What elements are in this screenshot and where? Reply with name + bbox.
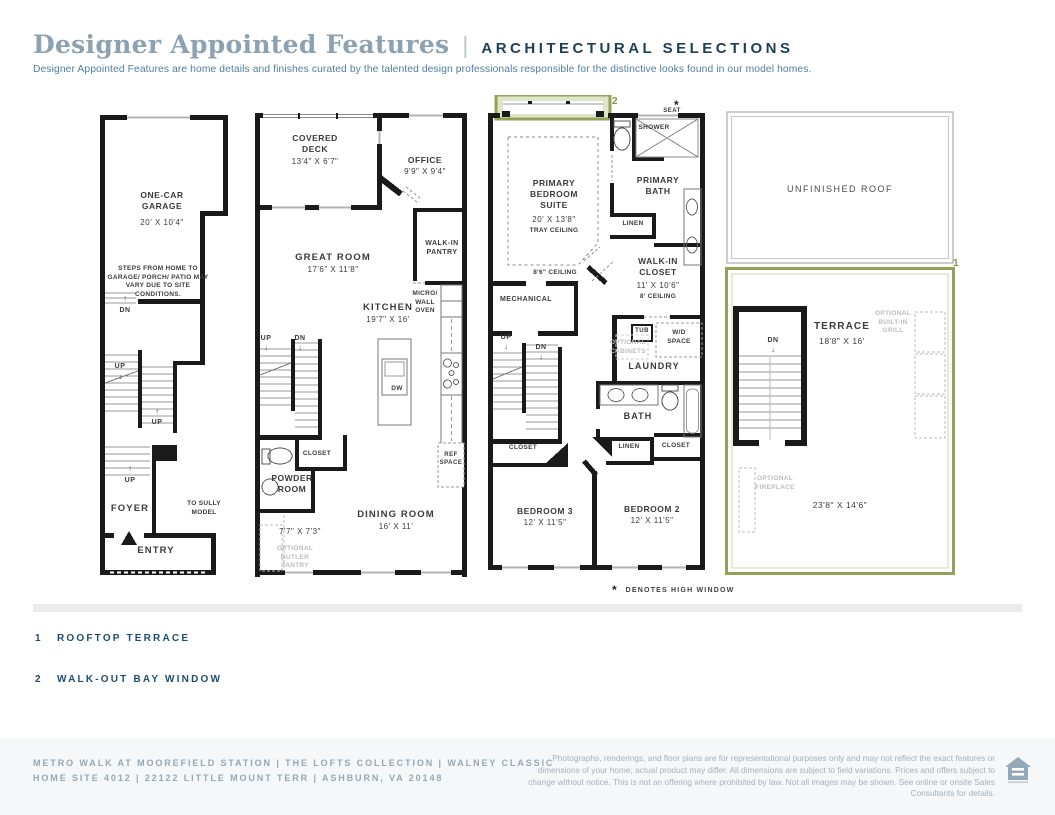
floor-plan-level-3 — [488, 95, 712, 577]
stair-arrow-icon: ↓ — [771, 345, 775, 354]
steps-note: STEPS FROM HOME TO GARAGE/ PORCH/ PATIO MAY VARY DUE TO SITE CONDITIONS. — [107, 265, 209, 298]
star-icon: * — [612, 583, 617, 597]
powder-room-label: POWDER ROOM — [271, 473, 313, 495]
stair-arrow-icon: ↓ — [118, 372, 122, 381]
office-dims: 9'9" X 9'4" — [404, 167, 446, 176]
office-label: OFFICE — [407, 155, 443, 165]
bedroom-2-dims: 12' X 11'5" — [630, 516, 674, 525]
linen-label: LINEN — [622, 220, 644, 227]
legend-item-walkout-bay-window — [35, 674, 222, 685]
header — [33, 30, 793, 59]
high-window-star: * — [674, 98, 679, 112]
equal-housing-icon — [1003, 755, 1033, 785]
covered-deck-label: COVERED DECK — [292, 133, 338, 155]
up-label: UP — [260, 335, 272, 342]
wd-space-label: W/D SPACE — [667, 329, 691, 345]
butler-pantry-dims: 7'7" X 7'3" — [279, 527, 321, 536]
kitchen-dims: 19'7" X 16' — [366, 315, 410, 324]
primary-bath-label: PRIMARY BATH — [636, 175, 680, 197]
stair-arrow-icon: ↓ — [264, 343, 268, 352]
dining-room-dims: 16' X 11' — [378, 522, 414, 531]
legend-item-rooftop-terrace — [35, 633, 190, 644]
tray-ceiling-label: TRAY CEILING — [529, 227, 579, 234]
walk-in-closet-ceiling: 8' CEILING — [639, 293, 677, 300]
stair-arrow-icon: ↓ — [504, 342, 508, 351]
closet-label: CLOSET — [661, 442, 691, 449]
floor-plan-level-1 — [100, 115, 228, 577]
stair-arrow-icon: ↑ — [123, 294, 127, 303]
great-room-dims: 17'6" X 11'8" — [307, 265, 359, 274]
level-2-plan-drawing — [255, 113, 467, 577]
closet-label: CLOSET — [302, 450, 332, 457]
dn-label: DN — [119, 307, 131, 314]
to-sully-model-label: TO SULLY MODEL — [187, 500, 221, 516]
bath-label: BATH — [623, 411, 653, 421]
up-label: UP — [114, 363, 126, 370]
dining-room-label: DINING ROOM — [357, 509, 435, 520]
footer-disclaimer: Photographs, renderings, and floor plans are for representational purposes only and may not reflect the exact features or dimensions of your home; actual product may differ. All dimensions are subject to field variations. Prices and offers subject to change without notice. This is not an offering where prohibited by law. Not all images may be shown. See online or onsite Sales Consultants for details. — [528, 753, 995, 799]
bedroom-3-label: BEDROOM 3 — [517, 506, 573, 516]
terrace-highlight — [727, 269, 954, 574]
optional-butler-pantry-label: OPTIONAL BUTLER PANTRY — [277, 545, 313, 570]
dn-label: DN — [767, 337, 779, 344]
callout-1-marker: 1 — [953, 258, 959, 269]
legend-number: 1 — [35, 633, 43, 644]
page-description: Designer Appointed Features are home details and finishes curated by the talented design professionals responsible for the distinctive looks found in our model homes. — [33, 64, 812, 75]
legend-label: ROOFTOP TERRACE — [57, 633, 191, 644]
ceiling-86-label: 8'6" CEILING — [533, 269, 577, 276]
linen-label: LINEN — [618, 443, 640, 450]
seat-label: SEAT — [663, 108, 681, 114]
dn-label: DN — [294, 335, 306, 342]
terrace-dims: 18'8" X 16' — [819, 336, 865, 346]
ref-space-label: REF SPACE — [439, 452, 463, 466]
walk-in-pantry-label: WALK-IN PANTRY — [425, 240, 459, 257]
legend-label: WALK-OUT BAY WINDOW — [57, 674, 223, 685]
optional-fireplace-label: OPTIONAL FIREPLACE — [755, 475, 795, 491]
walk-in-closet-label: WALK-IN CLOSET — [638, 256, 678, 278]
footer-project-line: METRO WALK AT MOOREFIELD STATION | THE LOFTS COLLECTION | WALNEY CLASSIC — [33, 758, 555, 768]
laundry-label: LAUNDRY — [628, 361, 680, 371]
footer-address-line: HOME SITE 4012 | 22122 LITTLE MOUNT TERR | ASHBURN, VA 20148 — [33, 772, 444, 783]
footnote-text: DENOTES HIGH WINDOW — [625, 587, 735, 594]
bedroom-2-label: BEDROOM 2 — [624, 504, 680, 514]
kitchen-label: KITCHEN — [363, 302, 413, 313]
dn-label: DN — [535, 344, 547, 351]
legend-number: 2 — [35, 674, 43, 685]
shower-label: SHOWER — [638, 124, 670, 131]
primary-suite-dims: 20' X 13'8" — [532, 215, 576, 224]
stair-arrow-icon: ↑ — [128, 464, 132, 473]
terrace-lower-dims: 23'8" X 14'6" — [812, 500, 868, 510]
high-window-footnote — [612, 583, 734, 597]
optional-grill-label: OPTIONAL BUILT-IN GRILL — [875, 310, 911, 335]
terrace-label: TERRACE — [813, 321, 871, 332]
page-title: Designer Appointed Features — [33, 30, 450, 59]
mechanical-label: MECHANICAL — [499, 296, 553, 303]
covered-deck-dims: 13'4" X 6'7" — [291, 157, 339, 166]
closet-label: CLOSET — [508, 444, 538, 451]
up-label: UP — [151, 419, 163, 426]
stair-arrow-icon: ↓ — [539, 352, 543, 361]
tub-label: TUB — [635, 328, 649, 334]
micro-wall-oven-label: MICRO/ WALL OVEN — [412, 290, 438, 315]
floor-plan-level-2 — [255, 113, 467, 577]
garage-dims: 20' X 10'4" — [140, 218, 184, 227]
dishwasher-label: DW — [391, 385, 403, 392]
stair-arrow-icon: ↓ — [298, 343, 302, 352]
bedroom-3-dims: 12' X 11'5" — [523, 518, 567, 527]
great-room-label: GREAT ROOM — [295, 252, 371, 263]
page-subtitle: ARCHITECTURAL SELECTIONS — [481, 40, 794, 57]
foyer-label: FOYER — [110, 503, 150, 514]
optional-cabinets-label: OPTIONAL CABINETS — [610, 339, 646, 355]
stair-arrow-icon: ↑ — [155, 407, 159, 416]
title-divider: | — [462, 32, 469, 58]
walk-in-closet-dims: 11' X 10'6" — [636, 281, 680, 290]
up-label: UP — [500, 334, 512, 341]
section-divider — [33, 604, 1022, 612]
callout-2-marker: 2 — [612, 96, 618, 107]
primary-suite-label: PRIMARY BEDROOM SUITE — [530, 178, 578, 211]
unfinished-roof-label: UNFINISHED ROOF — [786, 184, 894, 194]
footer-project-info — [33, 756, 554, 786]
entry-label: ENTRY — [137, 545, 175, 556]
garage-label: ONE-CAR GARAGE — [140, 190, 184, 212]
floor-plan-roof-level — [725, 110, 958, 577]
up-label: UP — [124, 477, 136, 484]
